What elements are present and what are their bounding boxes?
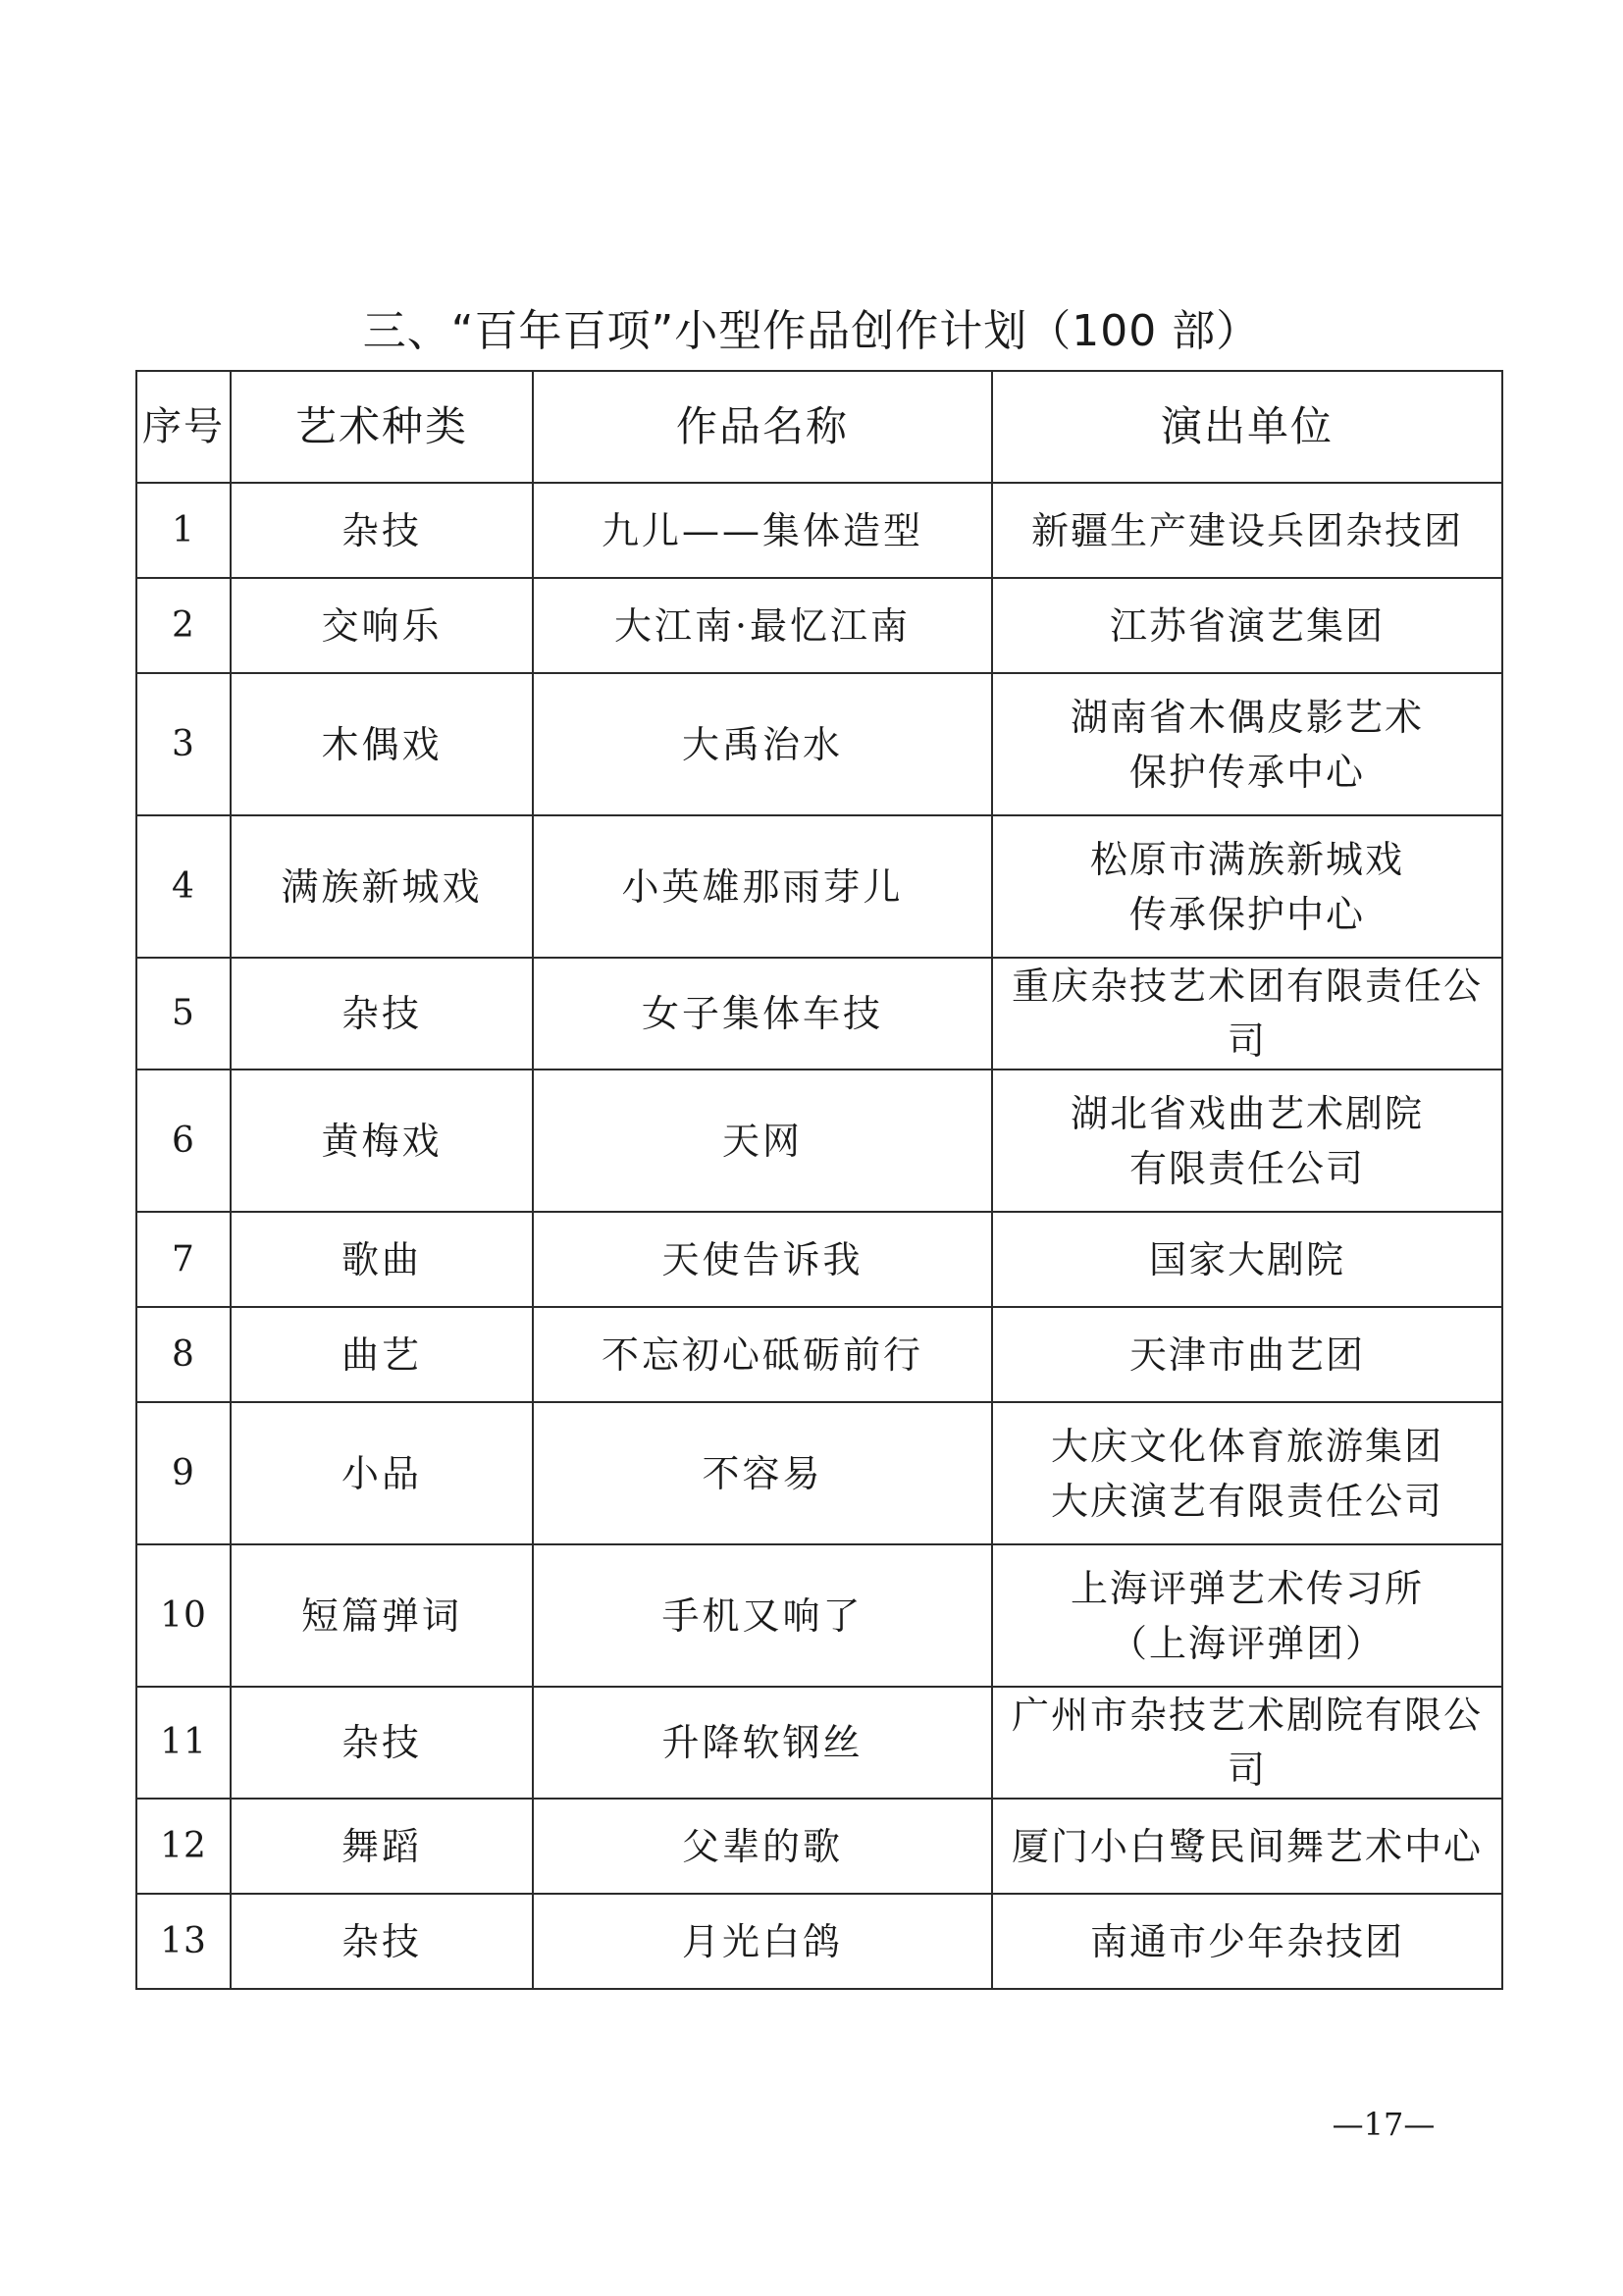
row-performing-unit <box>992 1687 1502 1799</box>
page-title: 三、“百年百项”小型作品创作计划（100 部） <box>362 306 1261 356</box>
row-category: 木偶戏 <box>231 673 533 815</box>
row-number: 12 <box>136 1799 231 1894</box>
performing-unit-line: 国家大剧院 <box>1148 1237 1345 1281</box>
row-work-name: 大江南·最忆江南 <box>533 578 992 673</box>
row-performing-unit <box>992 815 1502 958</box>
row-category: 舞蹈 <box>231 1799 533 1894</box>
row-work-name: 不容易 <box>533 1402 992 1544</box>
performing-unit-line: 湖北省戏曲艺术剧院 <box>1070 1091 1424 1135</box>
row-performing-unit <box>992 1307 1502 1402</box>
row-performing-unit <box>992 1070 1502 1212</box>
row-category: 歌曲 <box>231 1212 533 1307</box>
header-category: 艺术种类 <box>231 371 533 483</box>
table-row <box>136 1687 1502 1799</box>
row-number: 3 <box>136 673 231 815</box>
row-performing-unit <box>992 1894 1502 1989</box>
row-category: 杂技 <box>231 1687 533 1799</box>
row-number: 5 <box>136 958 231 1070</box>
header-performing-unit: 演出单位 <box>992 371 1502 483</box>
table-row <box>136 1799 1502 1894</box>
performing-unit-line: 松原市满族新城戏 <box>1089 837 1404 881</box>
performing-unit-line: 天津市曲艺团 <box>1128 1332 1365 1377</box>
row-work-name: 月光白鸽 <box>533 1894 992 1989</box>
page-number: —17— <box>1332 2106 1436 2143</box>
performing-unit-line: 传承保护中心 <box>1128 892 1365 936</box>
row-number: 7 <box>136 1212 231 1307</box>
row-number: 1 <box>136 483 231 578</box>
row-number: 8 <box>136 1307 231 1402</box>
row-number: 2 <box>136 578 231 673</box>
row-performing-unit <box>992 1402 1502 1544</box>
table-row <box>136 673 1502 815</box>
performing-unit-line: 保护传承中心 <box>1128 750 1365 794</box>
row-work-name: 升降软钢丝 <box>533 1687 992 1799</box>
row-number: 10 <box>136 1544 231 1687</box>
row-work-name: 大禹治水 <box>533 673 992 815</box>
table-row <box>136 1402 1502 1544</box>
row-number: 9 <box>136 1402 231 1544</box>
table-row <box>136 1307 1502 1402</box>
performing-unit-line: 有限责任公司 <box>1128 1146 1365 1190</box>
creation-plan-table <box>135 370 1503 1990</box>
row-performing-unit <box>992 578 1502 673</box>
row-work-name: 父辈的歌 <box>533 1799 992 1894</box>
performing-unit-line: 重庆杂技艺术团有限责任公司 <box>1011 965 1483 1063</box>
row-category: 小品 <box>231 1402 533 1544</box>
row-number: 6 <box>136 1070 231 1212</box>
row-performing-unit <box>992 958 1502 1070</box>
row-category: 杂技 <box>231 958 533 1070</box>
row-work-name: 女子集体车技 <box>533 958 992 1070</box>
performing-unit-line: 大庆演艺有限责任公司 <box>1050 1479 1443 1523</box>
table-row <box>136 958 1502 1070</box>
performing-unit-line: 湖南省木偶皮影艺术 <box>1070 695 1424 739</box>
performing-unit-line: 江苏省演艺集团 <box>1109 603 1385 648</box>
row-performing-unit <box>992 483 1502 578</box>
row-category: 杂技 <box>231 1894 533 1989</box>
row-category: 交响乐 <box>231 578 533 673</box>
header-work-name: 作品名称 <box>533 371 992 483</box>
row-number: 13 <box>136 1894 231 1989</box>
row-number: 4 <box>136 815 231 958</box>
row-category: 短篇弹词 <box>231 1544 533 1687</box>
table-row <box>136 483 1502 578</box>
row-performing-unit <box>992 673 1502 815</box>
row-work-name: 手机又响了 <box>533 1544 992 1687</box>
table-row <box>136 815 1502 958</box>
table-row <box>136 1212 1502 1307</box>
table-header-row <box>136 371 1502 483</box>
row-number: 11 <box>136 1687 231 1799</box>
header-number: 序号 <box>136 371 231 483</box>
row-work-name: 不忘初心砥砺前行 <box>533 1307 992 1402</box>
row-work-name: 小英雄那雨芽儿 <box>533 815 992 958</box>
performing-unit-line: 上海评弹艺术传习所 <box>1070 1566 1424 1610</box>
performing-unit-line: 南通市少年杂技团 <box>1089 1919 1404 1963</box>
row-performing-unit <box>992 1544 1502 1687</box>
row-category: 满族新城戏 <box>231 815 533 958</box>
performing-unit-line: （上海评弹团） <box>1109 1621 1385 1665</box>
row-category: 黄梅戏 <box>231 1070 533 1212</box>
row-category: 杂技 <box>231 483 533 578</box>
table-row <box>136 1544 1502 1687</box>
table-body <box>136 483 1502 1989</box>
table-row <box>136 578 1502 673</box>
performing-unit-line: 广州市杂技艺术剧院有限公司 <box>1011 1694 1483 1792</box>
table-row <box>136 1894 1502 1989</box>
performing-unit-line: 厦门小白鹭民间舞艺术中心 <box>1011 1824 1483 1868</box>
table-row <box>136 1070 1502 1212</box>
row-performing-unit <box>992 1799 1502 1894</box>
row-performing-unit <box>992 1212 1502 1307</box>
performing-unit-line: 新疆生产建设兵团杂技团 <box>1030 508 1463 552</box>
row-category: 曲艺 <box>231 1307 533 1402</box>
row-work-name: 九儿——集体造型 <box>533 483 992 578</box>
performing-unit-line: 大庆文化体育旅游集团 <box>1050 1424 1443 1468</box>
row-work-name: 天网 <box>533 1070 992 1212</box>
row-work-name: 天使告诉我 <box>533 1212 992 1307</box>
